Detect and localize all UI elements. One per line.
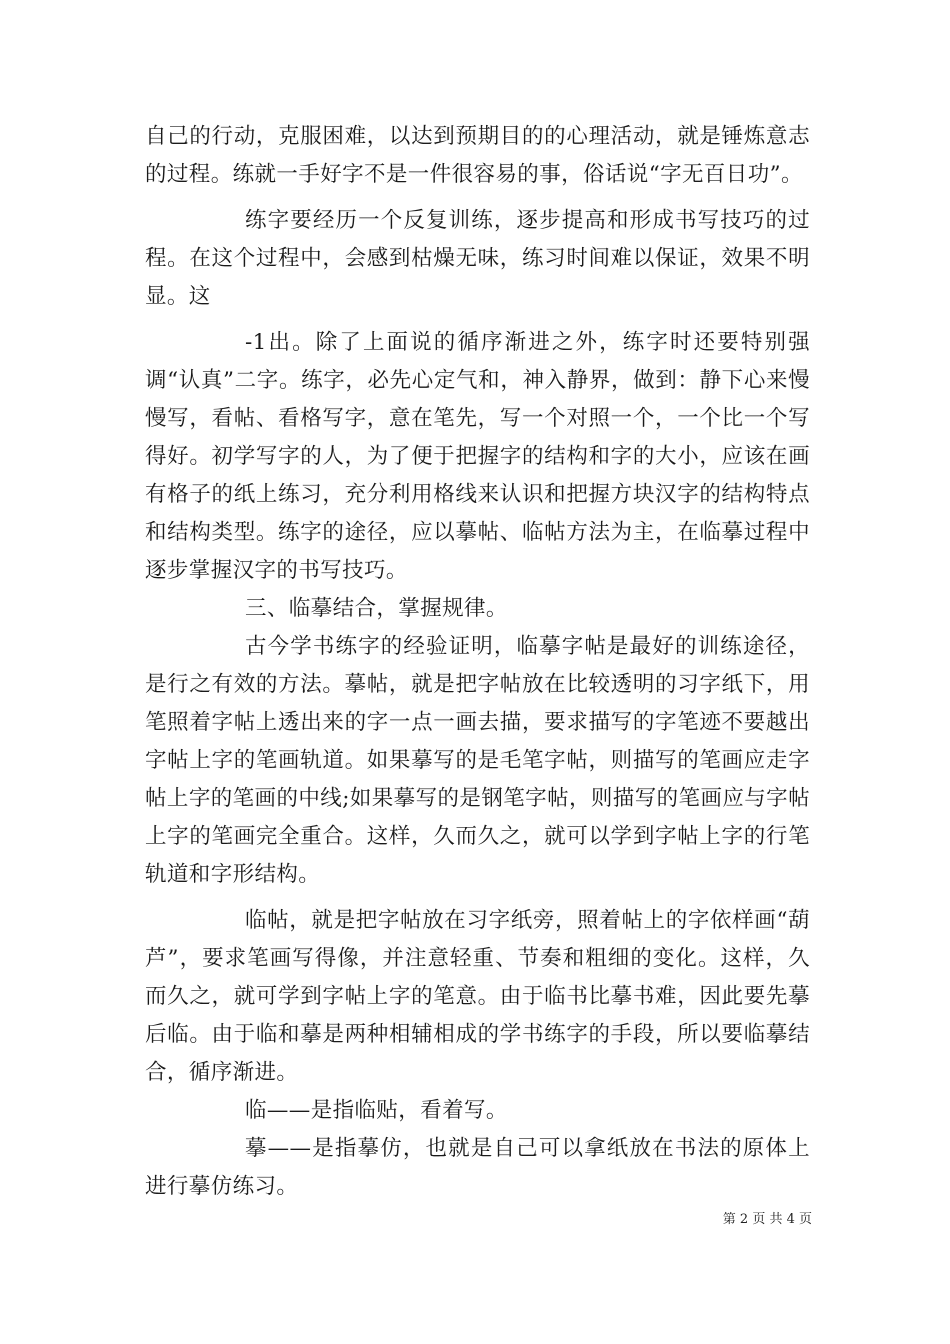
paragraph-1: 自己的行动，克服困难，以达到预期目的的心理活动，就是锤炼意志的过程。练就一手好字不是一件很容易的事，俗话说“字无百日功”。 [145, 124, 810, 187]
paragraph-3: -1出。除了上面说的循序渐进之外，练字时还要特别强调“认真”二字。练字，必先心定气和，神入静界，做到：静下心来慢慢写，看帖、看格写字，意在笔先，写一个对照一个，一个比一个写得好。初学写字的人，为了便于把握字的结构和字的大小，应该在画有格子的纸上练习，充分利用格线来认识和把握方块汉字的结构特点和结构类型。练字的途径，应以摹帖、临帖方法为主，在临摹过程中逐步掌握汉字的书写技巧。 [145, 330, 810, 583]
paragraph-5: 临帖，就是把字帖放在习字纸旁，照着帖上的字依样画“葫芦”，要求笔画写得像，并注意轻重、节奏和粗细的变化。这样，久而久之，就可学到字帖上字的笔意。由于临书比摹书难，因此要先摹后临。由于临和摹是两种相辅相成的学书练字的手段，所以要临摹结合，循序渐进。 [145, 908, 810, 1085]
paragraph-6: 临——是指临贴，看着写。 [245, 1098, 508, 1123]
paragraph-7: 摹——是指摹仿，也就是自己可以拿纸放在书法的原体上进行摹仿练习。 [145, 1136, 810, 1199]
document-body [145, 118, 810, 1206]
paragraph-2: 练字要经历一个反复训练，逐步提高和形成书写技巧的过程。在这个过程中，会感到枯燥无味，练习时间难以保证，效果不明显。这 [145, 208, 810, 309]
section-heading: 三、临摹结合，掌握规律。 [245, 596, 508, 621]
paragraph-4: 古今学书练字的经验证明，临摹字帖是最好的训练途径，是行之有效的方法。摹帖，就是把字帖放在比较透明的习字纸下，用笔照着字帖上透出来的字一点一画去描，要求描写的字笔迹不要越出字帖上字的笔画轨道。如果摹写的是毛笔字帖，则描写的笔画应走字帖上字的笔画的中线;如果摹写的是钢笔字帖，则描写的笔画应与字帖上字的笔画完全重合。这样，久而久之，就可以学到字帖上字的行笔轨道和字形结构。 [145, 634, 810, 887]
page-number-footer: 第 2 页 共 4 页 [722, 1212, 812, 1227]
